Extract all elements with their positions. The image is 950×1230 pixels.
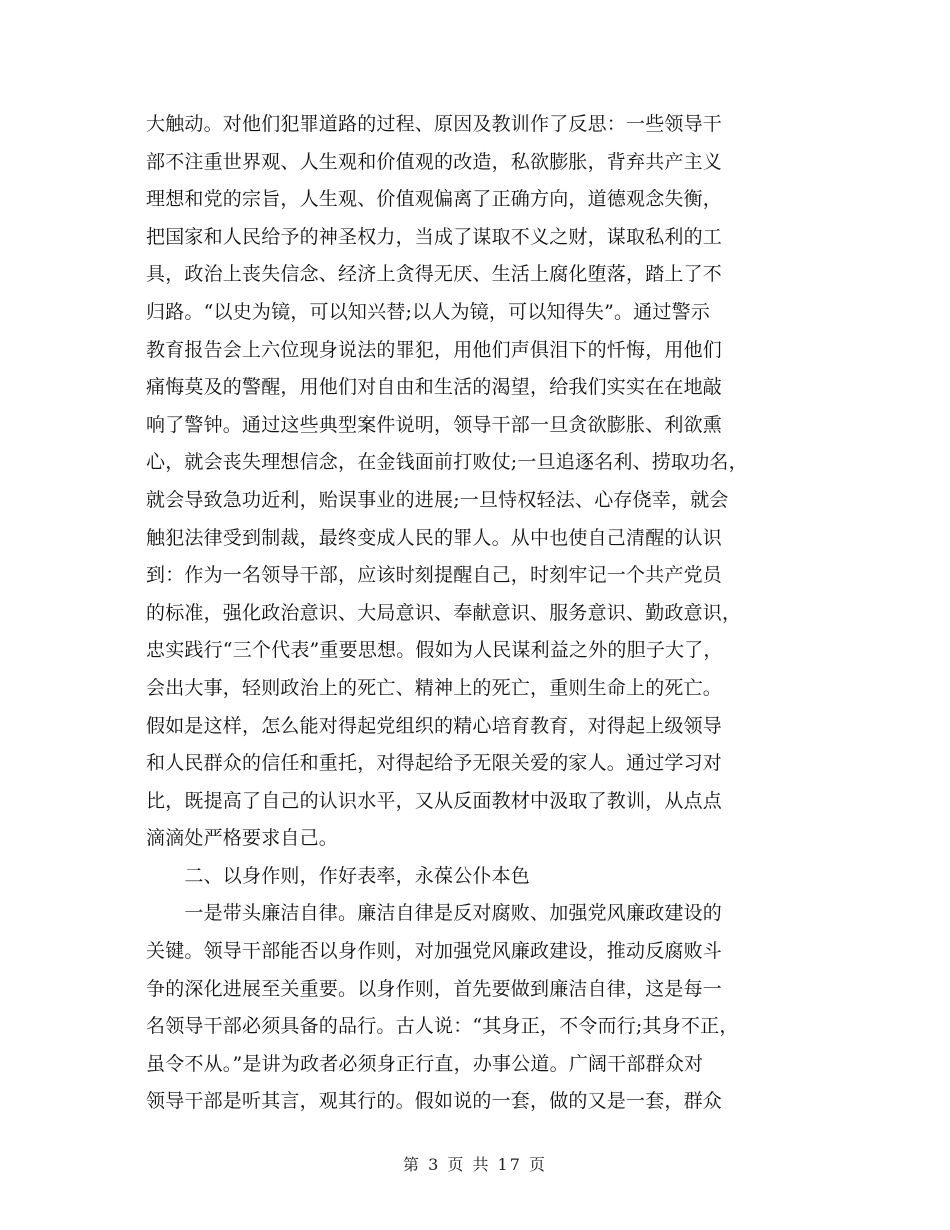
text-line: 滴滴处严格要求自己。 (146, 827, 339, 850)
text-line: 大触动。对他们犯罪道路的过程、原因及教训作了反思：一些领导干 (146, 113, 723, 135)
text-line: 响了警钟。通过这些典型案件说明，领导干部一旦贪欲膨胀、利欲熏 (146, 413, 723, 436)
text-line: 就会导致急功近利，贻误事业的进展;一旦恃权轻法、心存侥幸，就会 (146, 488, 729, 511)
text-line: 具，政治上丧失信念、经济上贪得无厌、生活上腐化堕落，踏上了不 (146, 263, 723, 286)
text-line: 关键。领导干部能否以身作则，对加强党风廉政建设，推动反腐败斗 (146, 940, 723, 963)
text-line: 把国家和人民给予的神圣权力，当成了谋取不义之财，谋取私利的工 (146, 225, 723, 248)
text-line: 教育报告会上六位现身说法的罪犯，用他们声俱泪下的忏悔，用他们 (146, 338, 723, 361)
text-line: 到：作为一名领导干部，应该时刻提醒自己，时刻牢记一个共产党员 (146, 564, 723, 587)
text-line: 忠实践行“三个代表”重要思想。假如为人民谋利益之外的胆子大了， (146, 639, 723, 662)
text-line: 的标准，强化政治意识、大局意识、奉献意识、服务意识、勤政意识， (146, 601, 742, 624)
text-line: 部不注重世界观、人生观和价值观的改造，私欲膨胀，背弃共产主义 (146, 150, 723, 173)
text-line: 虽令不从。”是讲为政者必须身正行直，办事公道。广阔干部群众对 (146, 1052, 704, 1075)
text-line: 触犯法律受到制裁，最终变成人民的罪人。从中也使自己清醒的认识 (146, 526, 723, 549)
text-line: 会出大事，轻则政治上的死亡、精神上的死亡，重则生命上的死亡。 (146, 676, 723, 699)
body-text (146, 106, 826, 1121)
text-line: 假如是这样，怎么能对得起党组织的精心培育教育，对得起上级领导 (146, 714, 723, 737)
text-line: 痛悔莫及的警醒，用他们对自由和生活的渴望，给我们实实在在地敲 (146, 376, 723, 399)
section-heading: 二、以身作则，作好表率，永葆公仆本色 (146, 864, 531, 887)
text-line: 一是带头廉洁自律。廉洁自律是反对腐败、加强党风廉政建设的 (146, 902, 723, 925)
text-line: 理想和党的宗旨，人生观、价值观偏离了正确方向，道德观念失衡， (146, 188, 723, 211)
page-number-footer: 第 3 页 共 17 页 (403, 1155, 547, 1174)
text-line: 比，既提高了自己的认识水平，又从反面教材中汲取了教训，从点点 (146, 789, 723, 812)
text-line: 名领导干部必须具备的品行。古人说：“其身正，不令而行;其身不正， (146, 1015, 739, 1038)
text-line: 归路。“以史为镜，可以知兴替;以人为镜，可以知得失”。通过警示 (146, 300, 711, 323)
text-line: 争的深化进展至关重要。以身作则，首先要做到廉洁自律，这是每一 (146, 977, 723, 1000)
text-line: 心，就会丧失理想信念，在金钱面前打败仗;一旦追逐名利、捞取功名， (146, 451, 748, 474)
text-line: 领导干部是听其言，观其行的。假如说的一套，做的又是一套，群众 (146, 1090, 723, 1113)
text-line: 和人民群众的信任和重托，对得起给予无限关爱的家人。通过学习对 (146, 752, 723, 775)
